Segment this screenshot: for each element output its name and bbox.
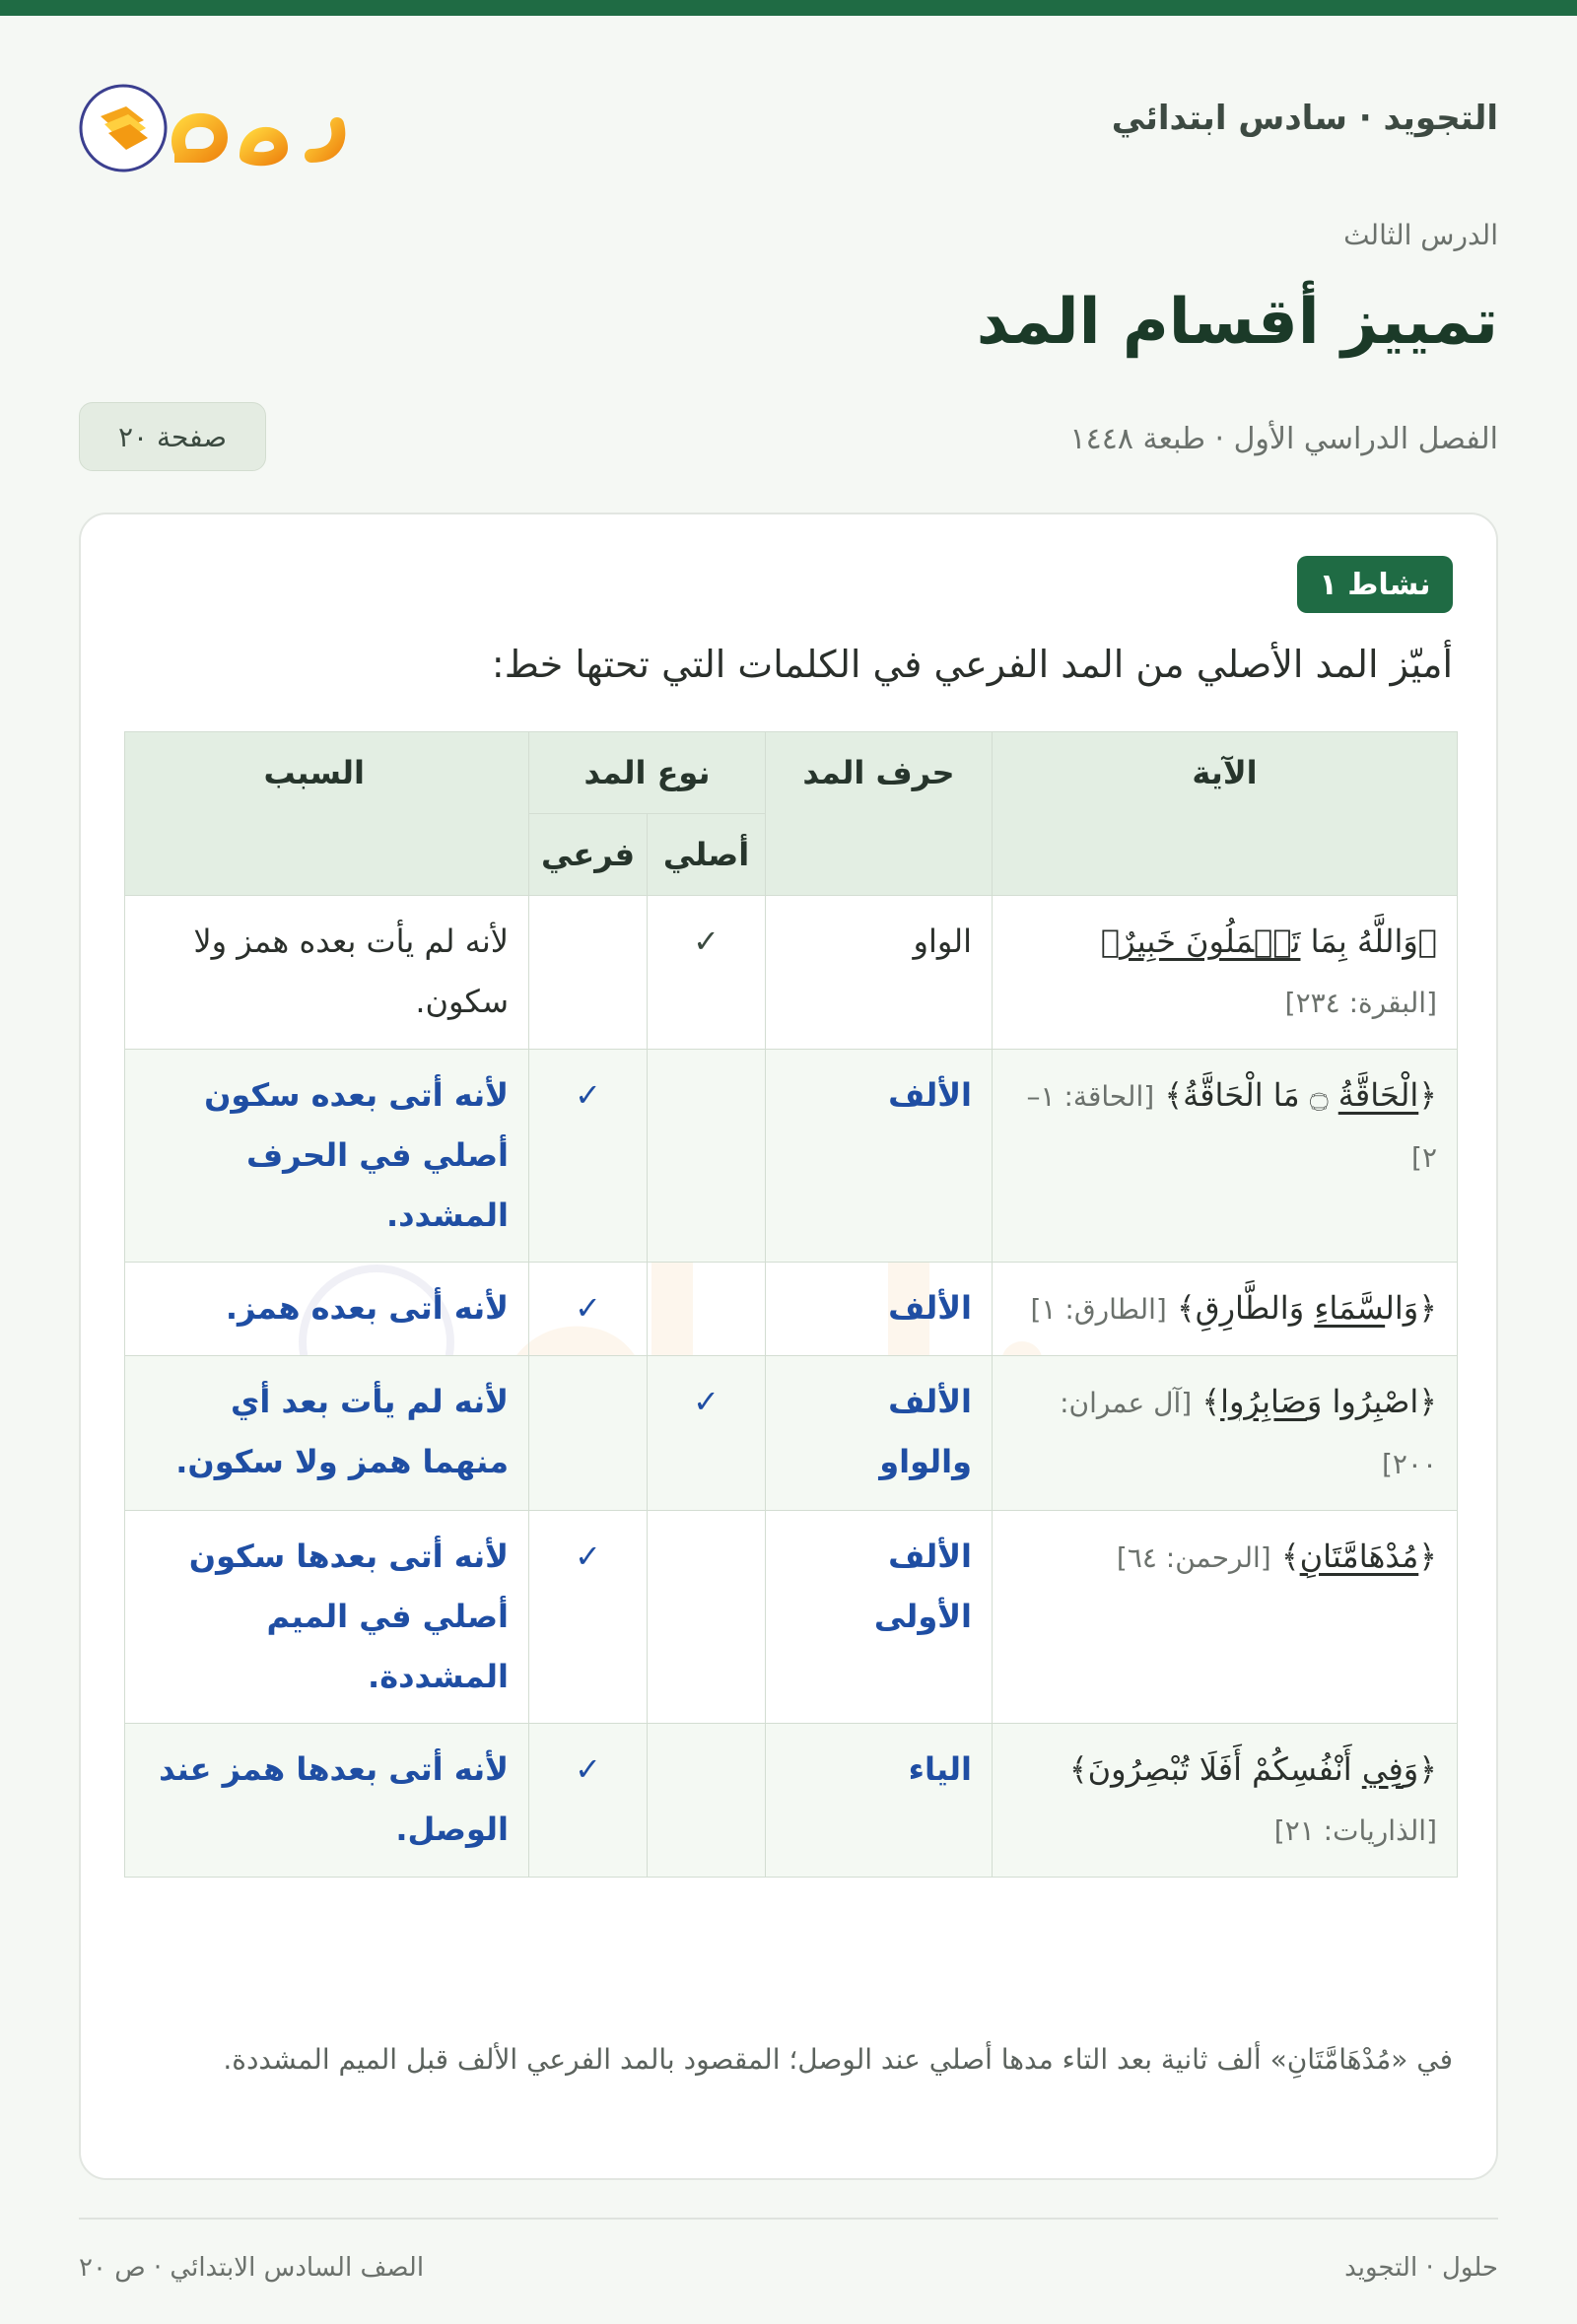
verse-cell: ﴿مُدْهَامَّتَانِ﴾ [الرحمن: ٦٤] (993, 1511, 1458, 1724)
secondary-check-cell: ✓ (529, 1263, 648, 1356)
header-original: أصلي (648, 814, 766, 896)
verse-cell: ﴿وَفِي أَنْفُسِكُمْ أَفَلَا تُبْصِرُونَ﴾ [الذاريات: ٢١] (993, 1724, 1458, 1878)
header-type: نوع المد (529, 732, 766, 814)
verse-reference: [البقرة: ٢٣٤] (1284, 987, 1437, 1019)
table-row (125, 1050, 1458, 1263)
activity-card (79, 513, 1498, 2180)
verse-reference: [الحاقة: ١–٢] (1026, 1080, 1437, 1174)
madd-table (124, 731, 1458, 1878)
verse-reference: [الذاريات: ٢١] (1273, 1814, 1437, 1847)
table-row (125, 1511, 1458, 1724)
reason-cell: لأنه أتى بعده سكون أصلي في الحرف المشدد. (125, 1050, 529, 1263)
underlined-word: سَّمَاءِ (1314, 1289, 1386, 1327)
reason-cell: لأنه أتى بعدها همز عند الوصل. (125, 1724, 529, 1878)
page-title: تمييز أقسام المد (976, 286, 1498, 359)
verse-reference: [آل عمران: ٢٠٠] (1060, 1387, 1437, 1480)
verse-cell: ﴿وَاللَّهُ بِمَا تَعۡمَلُونَ خَبِيرٌ﴾ [البقرة: ٢٣٤] (993, 896, 1458, 1050)
header-secondary: فرعي (529, 814, 648, 896)
reason-cell: لأنه أتى بعدها سكون أصلي في الميم المشددة. (125, 1511, 529, 1724)
secondary-check-cell: ✓ (529, 1724, 648, 1878)
verse-reference: [الرحمن: ٦٤] (1116, 1541, 1271, 1574)
table-row (125, 1263, 1458, 1356)
letter-cell: الياء (766, 1724, 993, 1878)
original-check-cell (648, 1511, 766, 1724)
reason-cell: لأنه لم يأت بعده همز ولا سكون. (125, 896, 529, 1050)
reason-cell: لأنه أتى بعده همز. (125, 1263, 529, 1356)
letter-cell: الألف الأولى (766, 1511, 993, 1724)
activity-instruction: أميّز المد الأصلي من المد الفرعي في الكلمات التي تحتها خط: (491, 643, 1453, 686)
lesson-label: الدرس الثالث (1343, 219, 1498, 251)
letter-cell: الألف والواو (766, 1356, 993, 1511)
logo-icon (79, 59, 355, 187)
hulul-logo (79, 59, 355, 187)
header-reason: السبب (125, 732, 529, 896)
verse-cell: ﴿اصْبِرُوا وَصَابِرُوا﴾ [آل عمران: ٢٠٠] (993, 1356, 1458, 1511)
footnote: في «مُدْهَامَّتَانِ» ألف ثانية بعد التاء مدها أصلي عند الوصل؛ المقصود بالمد الفرعي الألف قبل الميم المشددة. (223, 2043, 1453, 2076)
original-check-cell (648, 1050, 766, 1263)
table-row (125, 1356, 1458, 1511)
page-header (79, 59, 1498, 187)
verse-reference: [الطارق: ١] (1030, 1293, 1167, 1326)
letter-cell: الواو (766, 896, 993, 1050)
footer-grade: الصف السادس الابتدائي · ص ٢٠ (79, 2253, 425, 2283)
reason-cell: لأنه لم يأت بعد أي منهما همز ولا سكون. (125, 1356, 529, 1511)
original-check-cell: ✓ (648, 1356, 766, 1511)
original-check-cell: ✓ (648, 896, 766, 1050)
underlined-word: الْحَاقَّةُ (1337, 1076, 1419, 1114)
original-check-cell (648, 1263, 766, 1356)
table-row (125, 896, 1458, 1050)
letter-cell: الألف (766, 1050, 993, 1263)
secondary-check-cell: ✓ (529, 1511, 648, 1724)
underlined-word: فِي (1361, 1750, 1404, 1788)
table-row (125, 1724, 1458, 1878)
secondary-check-cell (529, 1356, 648, 1511)
underlined-word: مُدْهَامَّتَانِ (1299, 1538, 1419, 1575)
page-number-badge: صفحة ٢٠ (79, 402, 266, 471)
letter-cell: الألف (766, 1263, 993, 1356)
header-verse: الآية (993, 732, 1458, 896)
edition-line: الفصل الدراسي الأول · طبعة ١٤٤٨ (1069, 422, 1498, 456)
underlined-word: تَعۡمَلُونَ خَبِيرٌ (1120, 923, 1301, 960)
footer-brand: حلول · التجويد (1344, 2253, 1498, 2283)
verse-cell: ﴿وَالسَّمَاءِ وَالطَّارِقِ﴾ [الطارق: ١] (993, 1263, 1458, 1356)
original-check-cell (648, 1724, 766, 1878)
top-accent-bar (0, 0, 1577, 16)
secondary-check-cell: ✓ (529, 1050, 648, 1263)
footer-divider (79, 2218, 1498, 2220)
underlined-word: صَابِرُوا (1220, 1383, 1307, 1420)
subject-line: التجويد · سادس ابتدائي (1111, 99, 1498, 138)
activity-badge: نشاط ١ (1297, 556, 1453, 613)
header-letter: حرف المد (766, 732, 993, 896)
secondary-check-cell (529, 896, 648, 1050)
verse-cell: ﴿الْحَاقَّةُ ۝ مَا الْحَاقَّةُ﴾ [الحاقة: ١–٢] (993, 1050, 1458, 1263)
